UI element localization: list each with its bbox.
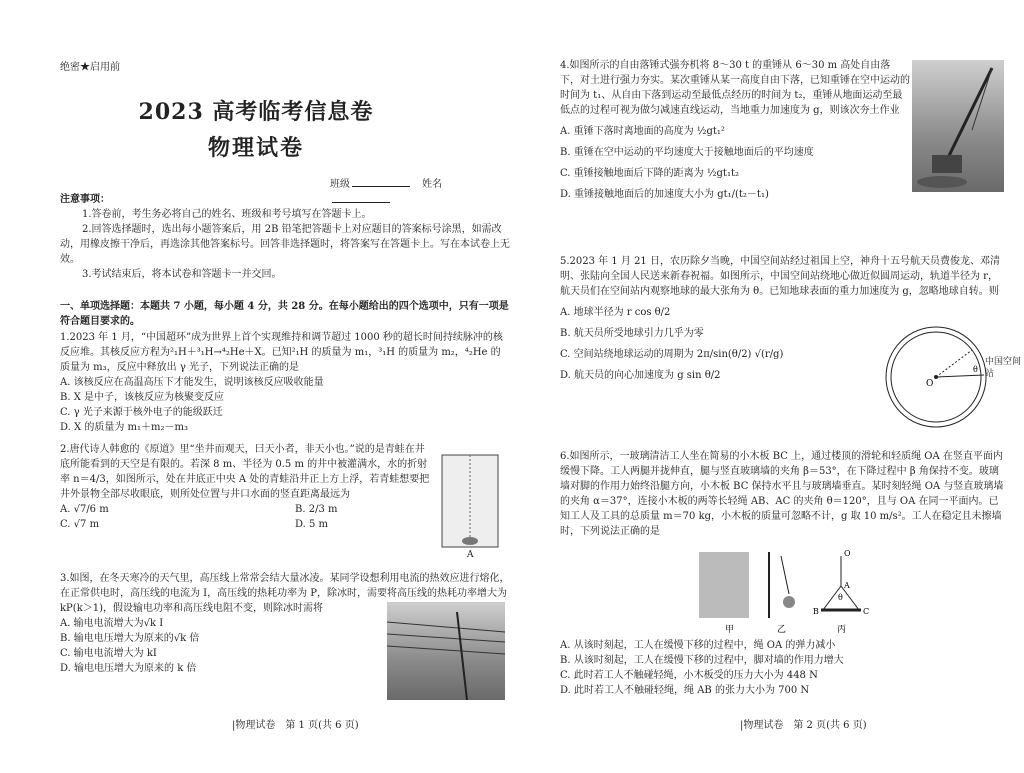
cleaner-figure (699, 548, 899, 634)
class-blank (352, 176, 410, 187)
option-b: B. 输电电压增大为原来的√k 倍 (60, 633, 200, 644)
question-1 (60, 330, 510, 435)
option-d: D. 5 m (295, 519, 329, 530)
option-a: A. 地球半径为 r cos θ/2 (560, 307, 671, 318)
question-6-options (560, 638, 1006, 698)
option-c: C. 此时若工人不触碰轻绳，小木板受的压力大小为 448 N (560, 670, 818, 681)
exam-subtitle: 物理试卷 (207, 135, 304, 161)
question-stem: 6.如图所示，一玻璃清洁工人坐在简易的小木板 BC 上，通过楼顶的滑轮和轻质绳 OA 在竖直平面内缓慢下降。工人两腿并拢伸直，腿与竖直玻璃墙的夹角 β＝53°，在下降过程中 β 角保持不变。玻璃墙对脚的作用力始终沿腿方向，小木板 BC 保持水平且与玻璃墙垂直。某时刻轻绳 OA 与竖直玻璃墙的夹角 α＝37°，连接小木板的两等长轻绳 AB、AC 的夹角 θ＝120°，且与 OA 在同一平面内。已知工人及工具的总质量 m＝70 kg，小木板的质量可忽略不计，g 取 10 m/s²。工人在稳定且未擦墙时，下列说法正确的是 (560, 451, 1004, 537)
page-footer: |物理试卷 第 1 页(共 6 页) (232, 720, 359, 731)
exam-title: 2023 高考临考信息卷 (138, 99, 374, 125)
question-4 (560, 58, 910, 202)
option-c: C. 输电电流增大为 kI (60, 648, 157, 659)
notes (60, 192, 510, 282)
option-c: C. √7 m (60, 519, 100, 530)
fig-label-bing: 丙 (837, 625, 847, 634)
question-stem: 3.如图，在冬天寒冷的天气里，高压线上常常会结大量冰凌。某同学设想利用电流的热效应进行熔化，在正常供电时，高压线的电流为 I，高压线的热耗功率为 P，除冰时，需要将高压线的热耗功率增大为 kP(k＞1)，假设输电功率和高压线电阻不变，则除冰时需将 (60, 573, 510, 614)
note-item: 3.考试结束后，将本试卷和答题卡一并交回。 (82, 269, 282, 280)
option-a: A. 该核反应在高温高压下才能发生，说明该核反应吸收能量 (60, 377, 324, 388)
fig-point-c: C (863, 607, 870, 616)
option-d: D. 输电电压增大为原来的 k 倍 (60, 663, 197, 674)
option-d: D. X 的质量为 m₁＋m₂－m₃ (60, 422, 188, 433)
note-item: 2.回答选择题时，选出每小题答案后，用 2B 铅笔把答题卡上对应题目的答案标号涂黑，如需改动，用橡皮擦干净后，再选涂其他答案标号。回答非选择题时，将答案写在答题卡上。写在本试卷上无效。 (60, 224, 510, 265)
option-a: A. 从该时刻起，工人在缓慢下移的过程中，绳 OA 的弹力减小 (560, 640, 836, 651)
cleaner-diagrams (699, 548, 899, 634)
orbit-center-o: O (926, 379, 934, 389)
option-a: A. 重锤下落时离地面的高度为 ½gt₁² (560, 126, 725, 137)
fig-label-yi: 乙 (777, 625, 787, 634)
fig-point-o: O (844, 549, 851, 558)
name-label: 姓名 (422, 179, 442, 190)
page-footer: |物理试卷 第 2 页(共 6 页) (740, 720, 867, 731)
notes-heading: 注意事项： (60, 194, 110, 205)
question-6 (560, 449, 1006, 539)
crane-sketch (912, 60, 1004, 192)
fig-label-jia: 甲 (725, 625, 735, 634)
question-stem: 5.2023 年 1 月 21 日，农历除夕当晚，中国空间站经过祖国上空，神舟十五号航天员费俊龙、邓清明、张陆向全国人民送来新春祝福。如图所示，中国空间站绕地心做近似圆周运动，轨道半径为 r，航天员们在空间站内观察地球的最大张角为 θ。已知地球表面的重力加速度为 g，忽略地球自转。则 (560, 256, 1000, 297)
question-stem: 4.如图所示的自由落锤式强夯机将 8～30 t 的重锤从 6～30 m 高处自由落下，对土进行强力夯实。某次重锤从某一高度自由下落，已知重锤在空中运动的时间为 t₁、从自由下落到运动至最低点经历的时间为 t₂，重锤从地面运动至最低点的过程可视为做匀减速直线运动，当地重力加速度为 g，则该次夯土作业 (560, 60, 910, 116)
option-b: B. 2/3 m (295, 504, 338, 515)
well-diagram (440, 453, 500, 561)
option-c: C. 重锤接触地面后下降的距离为 ½gt₁t₂ (560, 168, 739, 179)
option-a: A. √7/6 m (60, 504, 109, 515)
well-point-a: A (467, 550, 474, 560)
option-a: A. 输电电流增大为√k I (60, 618, 164, 629)
powerline-sketch (387, 602, 505, 700)
option-b: B. 航天员所受地球引力几乎为零 (560, 328, 704, 339)
fig-point-b: B (813, 607, 819, 616)
option-c: C. 空间站绕地球运动的周期为 2π/sin(θ/2) √(r/g) (560, 349, 784, 360)
option-b: B. 重锤在空中运动的平均速度大于接触地面后的平均速度 (560, 147, 814, 158)
ice-powerline-photo (387, 602, 505, 700)
fig-angle-theta: θ (838, 593, 843, 602)
well-figure (440, 453, 500, 561)
option-b: B. X 是中子，该核反应为核聚变反应 (60, 392, 225, 403)
crane-photo (912, 60, 1004, 192)
page-2 (512, 0, 1024, 773)
option-d: D. 航天员的向心加速度为 g sin θ/2 (560, 370, 721, 381)
option-b: B. 从该时刻起，工人在缓慢下移的过程中，脚对墙的作用力增大 (560, 655, 844, 666)
secret-mark: 绝密★启用前 (60, 62, 120, 73)
note-item: 1.答卷前，考生务必将自己的姓名、班级和考号填写在答题卡上。 (82, 209, 372, 220)
orbit-theta: θ (973, 365, 978, 374)
question-stem: 1.2023 年 1 月，“中国超环”成为世界上首个实现维持和调节超过 1000 秒的超长时间持续脉冲的核反应堆。其核反应方程为²₁H＋³₁H→⁴₂He＋X。已知²₁H 的质量为 m₁，³₁H 的质量为 m₂，⁴₂He 的质量为 m₃，反应中释放出 γ 光子，下列说法正确的是 (60, 332, 503, 373)
question-2 (60, 442, 432, 532)
option-c: C. γ 光子来源于核外电子的能级跃迁 (60, 407, 223, 418)
option-d: D. 重锤接触地面后的加速度大小为 gt₁/(t₂－t₁) (560, 189, 769, 200)
option-d: D. 此时若工人不触碰轻绳，绳 AB 的张力大小为 700 N (560, 685, 810, 696)
question-stem: 2.唐代诗人韩愈的《原道》里“坐井而观天，曰天小者，非天小也。”说的是青蛙在井底所能看到的天空是有限的。若深 8 m、半径为 0.5 m 的井中被灌满水，水的折射率 n＝4/3，如图所示，处在井底正中央 A 处的青蛙沿井正上方上浮，若青蛙想要把井外景物全部尽收眼底，则所处位置与井口水面的竖直距离最远为 (60, 444, 430, 500)
orbit-station-label: 中国空间站 (985, 357, 1022, 379)
class-label: 班级 (330, 179, 350, 190)
fig-point-a: A (844, 581, 850, 590)
section-heading: 一、单项选择题：本题共 7 小题，每小题 4 分，共 28 分。在每小题给出的四个选项中，只有一项是符合题目要求的。 (60, 301, 509, 327)
